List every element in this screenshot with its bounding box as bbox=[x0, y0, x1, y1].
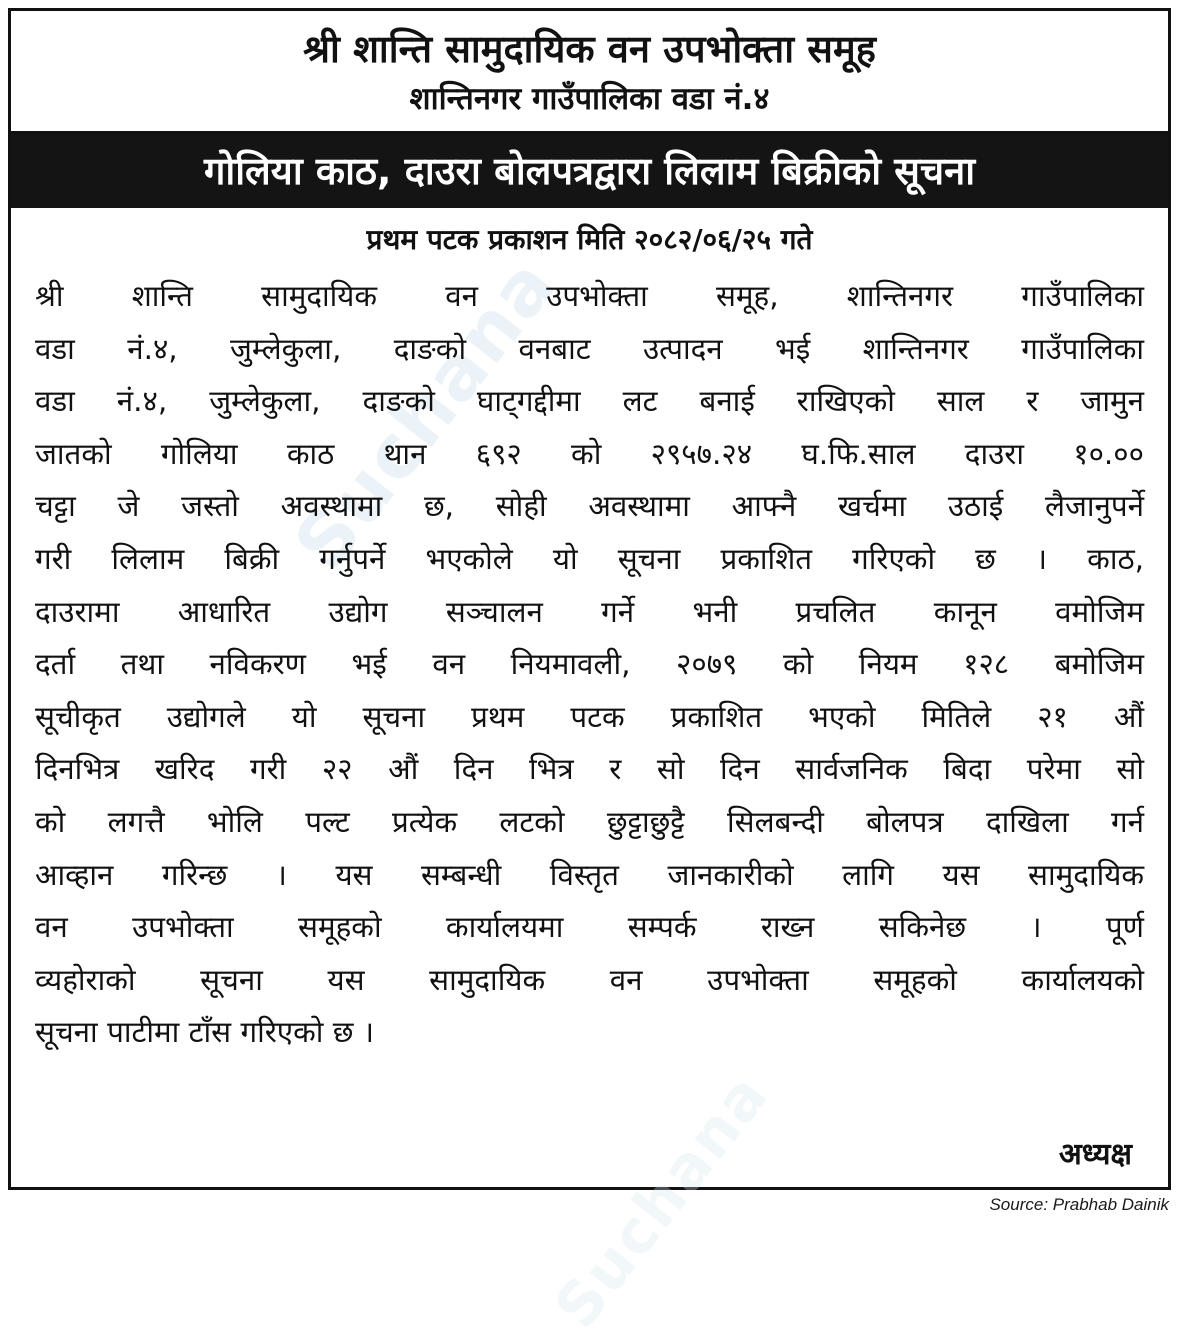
body-line: श्री शान्ति सामुदायिक वन उपभोक्ता समूह, शान्तिनगर गाउँपालिका bbox=[35, 279, 1144, 313]
body-line: सूचना पाटीमा टाँस गरिएको छ । bbox=[35, 1015, 374, 1050]
organization-address: शान्तिनगर गाउँपालिका वडा नं.४ bbox=[409, 81, 770, 117]
body-line: व्यहोराको सूचना यस सामुदायिक वन उपभोक्ता समूहको कार्यालयको bbox=[35, 962, 1144, 997]
body-line: वन उपभोक्ता समूहको कार्यालयमा सम्पर्क राख्न सकिनेछ । पूर्ण bbox=[35, 910, 1144, 945]
body-line: आव्हान गरिन्छ । यस सम्बन्धी विस्तृत जानकारीको लागि यस सामुदायिक bbox=[35, 857, 1144, 892]
organization-name: श्री शान्ति सामुदायिक वन उपभोक्ता समूह bbox=[303, 27, 876, 71]
source-credit: Source: Prabhab Dainik bbox=[989, 1195, 1169, 1214]
body-line: जातको गोलिया काठ थान ६९२ को २९५७.२४ घ.फि.साल दाउरा १०.०० bbox=[35, 436, 1144, 471]
body-line: गरी लिलाम बिक्री गर्नुपर्ने भएकोले यो सूचना प्रकाशित गरिएको छ । काठ, bbox=[35, 541, 1144, 576]
signature-title: अध्यक्ष bbox=[1058, 1137, 1132, 1172]
body-line: चट्टा जे जस्तो अवस्थामा छ, सोही अवस्थामा आफ्नै खर्चमा उठाई लैजानुपर्ने bbox=[35, 489, 1144, 524]
body-line: सूचीकृत उद्योगले यो सूचना प्रथम पटक प्रकाशित भएको मितिले २१ औं bbox=[35, 699, 1144, 734]
watermark-logo: Suchana bbox=[278, 242, 574, 586]
body-line: वडा नं.४, जुम्लेकुला, दाङको वनबाट उत्पादन भई शान्तिनगर गाउँपालिका bbox=[35, 331, 1144, 366]
body-line: दर्ता तथा नविकरण भई वन नियमावली, २०७९ को नियम १२८ बमोजिम bbox=[35, 647, 1144, 682]
watermark-logo-lower: Suchana bbox=[541, 1060, 783, 1342]
notice-body bbox=[35, 270, 1144, 1059]
body-line: वडा नं.४, जुम्लेकुला, दाङको घाट्गद्दीमा लट बनाई राखिएको साल र जामुन bbox=[35, 384, 1144, 419]
notice-headline: गोलिया काठ, दाउरा बोलपत्रद्वारा लिलाम बिक्रीको सूचना bbox=[203, 149, 976, 193]
publication-date: प्रथम पटक प्रकाशन मिति २०८२/०६/२५ गते bbox=[366, 223, 813, 256]
notice-headline-band bbox=[11, 134, 1168, 208]
body-line: दिनभित्र खरिद गरी २२ औं दिन भित्र र सो दिन सार्वजनिक बिदा परेमा सो bbox=[35, 752, 1144, 787]
organization-header bbox=[11, 11, 1168, 134]
body-line: को लगत्तै भोलि पल्ट प्रत्येक लटको छुट्टाछुट्टै सिलबन्दी बोलपत्र दाखिला गर्न bbox=[35, 804, 1144, 839]
body-line: दाउरामा आधारित उद्योग सञ्चालन गर्ने भनी प्रचलित कानून वमोजिम bbox=[35, 594, 1144, 629]
